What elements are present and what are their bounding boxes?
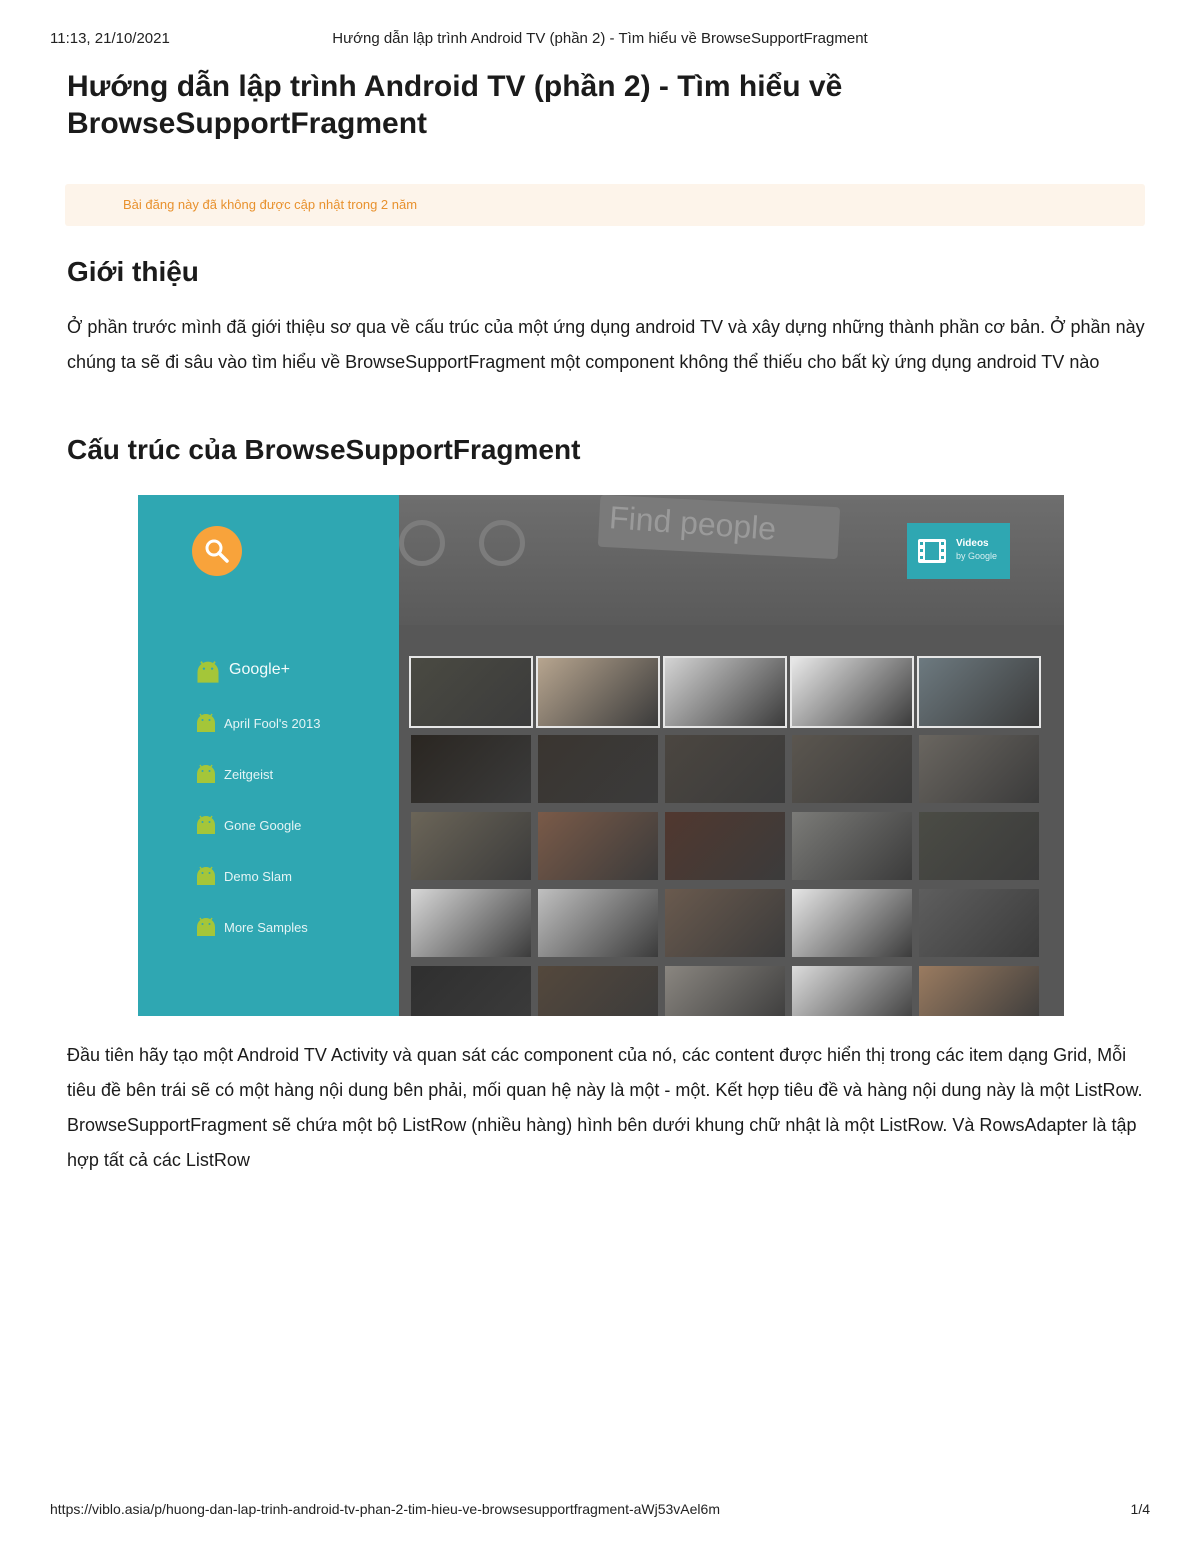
content-card — [411, 812, 531, 880]
content-card — [919, 966, 1039, 1016]
rows-area — [399, 495, 1064, 1016]
content-card — [792, 735, 912, 803]
outdated-notice-text: Bài đăng này đã không được cập nhật trong 2 năm — [123, 197, 418, 212]
header-item-label: Gone Google — [224, 818, 302, 833]
content-card — [538, 735, 658, 803]
content-card — [411, 966, 531, 1016]
ghost-circle-icon — [399, 520, 445, 566]
videos-by-google-logo — [907, 523, 1010, 579]
content-card — [919, 812, 1039, 880]
print-url: https://viblo.asia/p/huong-dan-lap-trinh-android-tv-phan-2-tim-hieu-ve-browsesupportfragment-aWj53vAel6m — [50, 1501, 720, 1517]
section-heading-structure: Cấu trúc của BrowseSupportFragment — [67, 434, 581, 465]
browse-fragment-screenshot — [138, 495, 1064, 1016]
background-search-text: Find people — [607, 499, 778, 547]
content-card — [538, 966, 658, 1016]
print-page-number: 1/4 — [1130, 1501, 1150, 1517]
header-item-label: April Fool's 2013 — [224, 716, 321, 731]
headers-sidebar — [138, 495, 399, 1016]
search-icon — [204, 538, 230, 564]
content-card — [665, 735, 785, 803]
android-icon — [194, 812, 218, 836]
android-icon — [194, 710, 218, 734]
search-orb — [192, 526, 242, 576]
header-item-label: Google+ — [229, 661, 290, 678]
outdated-notice — [65, 184, 1145, 226]
section-heading-intro: Giới thiệu — [67, 256, 199, 287]
intro-paragraph: Ở phần trước mình đã giới thiệu sơ qua về cấu trúc của một ứng dụng android TV và xây dựng những thành phần cơ bản. Ở phần này chúng ta sẽ đi sâu vào tìm hiểu về BrowseSupportFragment một component không thể thiếu cho bất kỳ ứng dụng android TV nào — [67, 317, 1145, 372]
content-card — [665, 812, 785, 880]
content-card — [411, 658, 531, 726]
content-card — [665, 889, 785, 957]
content-card — [411, 889, 531, 957]
android-icon — [194, 863, 218, 887]
logo-subtitle: by Google — [956, 551, 998, 561]
content-card — [538, 812, 658, 880]
content-card — [538, 658, 658, 726]
article-content — [67, 68, 1147, 1178]
content-card — [411, 735, 531, 803]
content-card — [919, 735, 1039, 803]
content-card — [792, 889, 912, 957]
header-item-label: Zeitgeist — [224, 767, 274, 782]
content-card — [792, 966, 912, 1016]
android-icon — [194, 761, 218, 785]
android-icon — [194, 657, 222, 685]
print-header — [50, 30, 1150, 50]
logo-title: Videos — [956, 538, 989, 549]
print-footer — [50, 1501, 1150, 1521]
content-card — [919, 889, 1039, 957]
android-icon — [194, 914, 218, 938]
content-card — [919, 658, 1039, 726]
article-title: Hướng dẫn lập trình Android TV (phần 2) - Tìm hiểu về BrowseSupportFragment — [67, 70, 843, 140]
content-card — [665, 966, 785, 1016]
ghost-link-icon — [479, 520, 525, 566]
header-item-label: More Samples — [224, 920, 308, 935]
content-card — [665, 658, 785, 726]
content-card — [792, 658, 912, 726]
content-card — [538, 889, 658, 957]
header-item-label: Demo Slam — [224, 869, 292, 884]
structure-paragraph: Đầu tiên hãy tạo một Android TV Activity và quan sát các component của nó, các content được hiển thị trong các item dạng Grid, Mỗi tiêu đề bên trái sẽ có một hàng nội dung bên phải, mối quan hệ này là một - một. Kết hợp tiêu đề và hàng nội dung này là một ListRow. BrowseSupportFragment sẽ chứa một bộ ListRow (nhiều hàng) hình bên dưới khung chữ nhật là một ListRow. Và RowsAdapter là tập hợp tất cả các ListRow — [67, 1045, 1143, 1170]
print-page-title: Hướng dẫn lập trình Android TV (phần 2) - Tìm hiểu về BrowseSupportFragment — [332, 30, 868, 47]
content-card — [792, 812, 912, 880]
print-datetime: 11:13, 21/10/2021 — [50, 30, 170, 47]
film-icon — [916, 537, 948, 565]
